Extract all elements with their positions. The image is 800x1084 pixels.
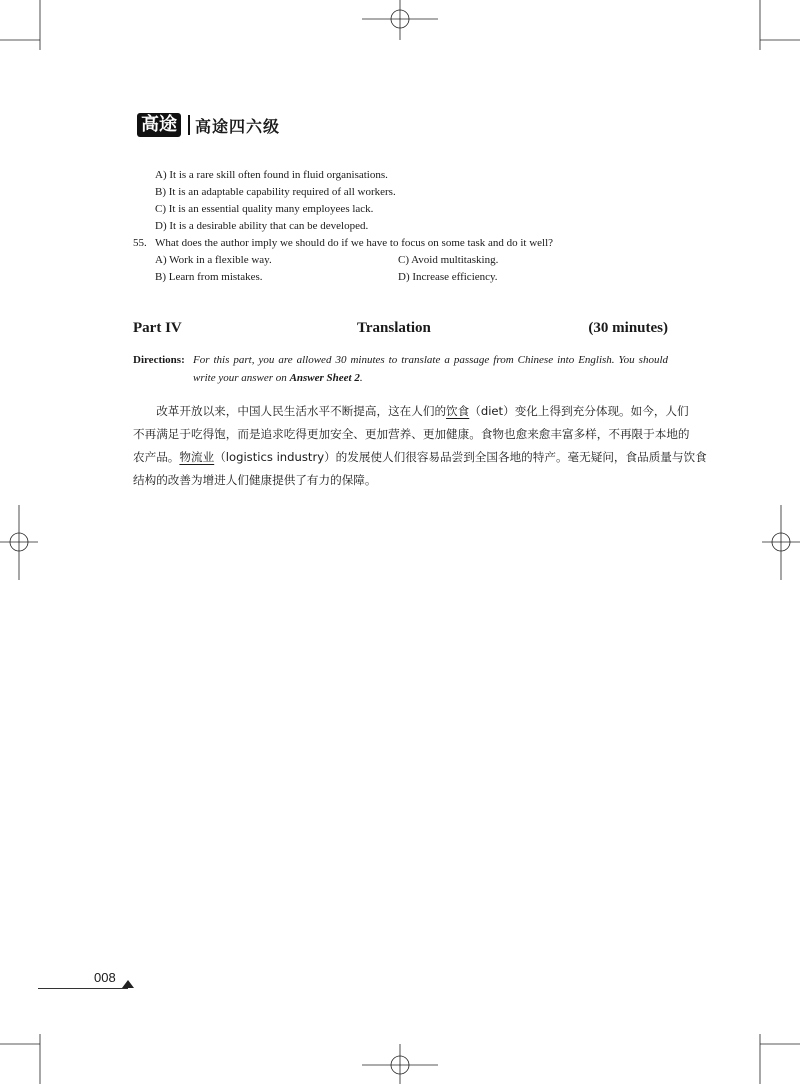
footer-rule: [38, 988, 128, 989]
triangle-marker-icon: [122, 980, 134, 988]
header-divider: [188, 115, 190, 135]
q55-stem: What does the author imply we should do if we have to focus on some task and do it well?: [155, 237, 554, 249]
passage-text: 农产品。: [133, 450, 180, 464]
q54-option-b: B) It is an adaptable capability required of all workers.: [155, 186, 396, 198]
answer-sheet-ref: Answer Sheet 2: [289, 372, 360, 384]
part-time: (30 minutes): [588, 320, 668, 336]
page-footer: [38, 970, 138, 992]
brand-name: 高途四六级: [195, 116, 281, 136]
q54-option-a: A) It is a rare skill often found in fluid organisations.: [155, 169, 388, 181]
passage-line-1: [133, 400, 689, 423]
passage-text: （logistics industry）的发展使人们很容易品尝到全国各地的特产。毫无疑问，食品质量与饮食: [214, 450, 707, 464]
passage-line-3: [133, 446, 707, 469]
page-header: [137, 112, 280, 138]
directions-text: [193, 351, 668, 387]
passage-line-2: 不再满足于吃得饱，而是追求吃得更加安全、更加营养、更加健康。食物也愈来愈丰富多样，不再限于本地的: [133, 427, 690, 441]
passage-line-4: 结构的改善为增进人们健康提供了有力的保障。: [133, 473, 377, 487]
translation-passage: [133, 400, 707, 492]
q55-option-b: B) Learn from mistakes.: [155, 271, 263, 283]
part-heading: [133, 320, 668, 340]
directions-text-end: .: [359, 372, 363, 384]
q55-option-a: A) Work in a flexible way.: [155, 254, 272, 266]
underlined-term: 饮食: [446, 404, 470, 418]
q55-number: 55.: [133, 237, 147, 249]
q55-option-d: D) Increase efficiency.: [398, 271, 498, 283]
part-title: Translation: [357, 320, 431, 336]
passage-text: （diet）变化上得到充分体现。如今，人们: [469, 404, 689, 418]
underlined-term: 物流业: [179, 450, 215, 464]
passage-text: 改革开放以来，中国人民生活水平不断提高，这在人们的: [133, 404, 447, 418]
page-number: 008: [94, 970, 116, 985]
directions-text-body: For this part, you are allowed 30 minutes to translate a passage from Chinese into English. You should write your answer on: [193, 354, 668, 384]
part-label: Part IV: [133, 320, 182, 336]
directions-label: Directions:: [133, 354, 185, 366]
brand-logo: 高途: [137, 113, 181, 137]
q54-option-c: C) It is an essential quality many employees lack.: [155, 203, 374, 215]
q55-option-c: C) Avoid multitasking.: [398, 254, 499, 266]
q54-option-d: D) It is a desirable ability that can be developed.: [155, 220, 369, 232]
